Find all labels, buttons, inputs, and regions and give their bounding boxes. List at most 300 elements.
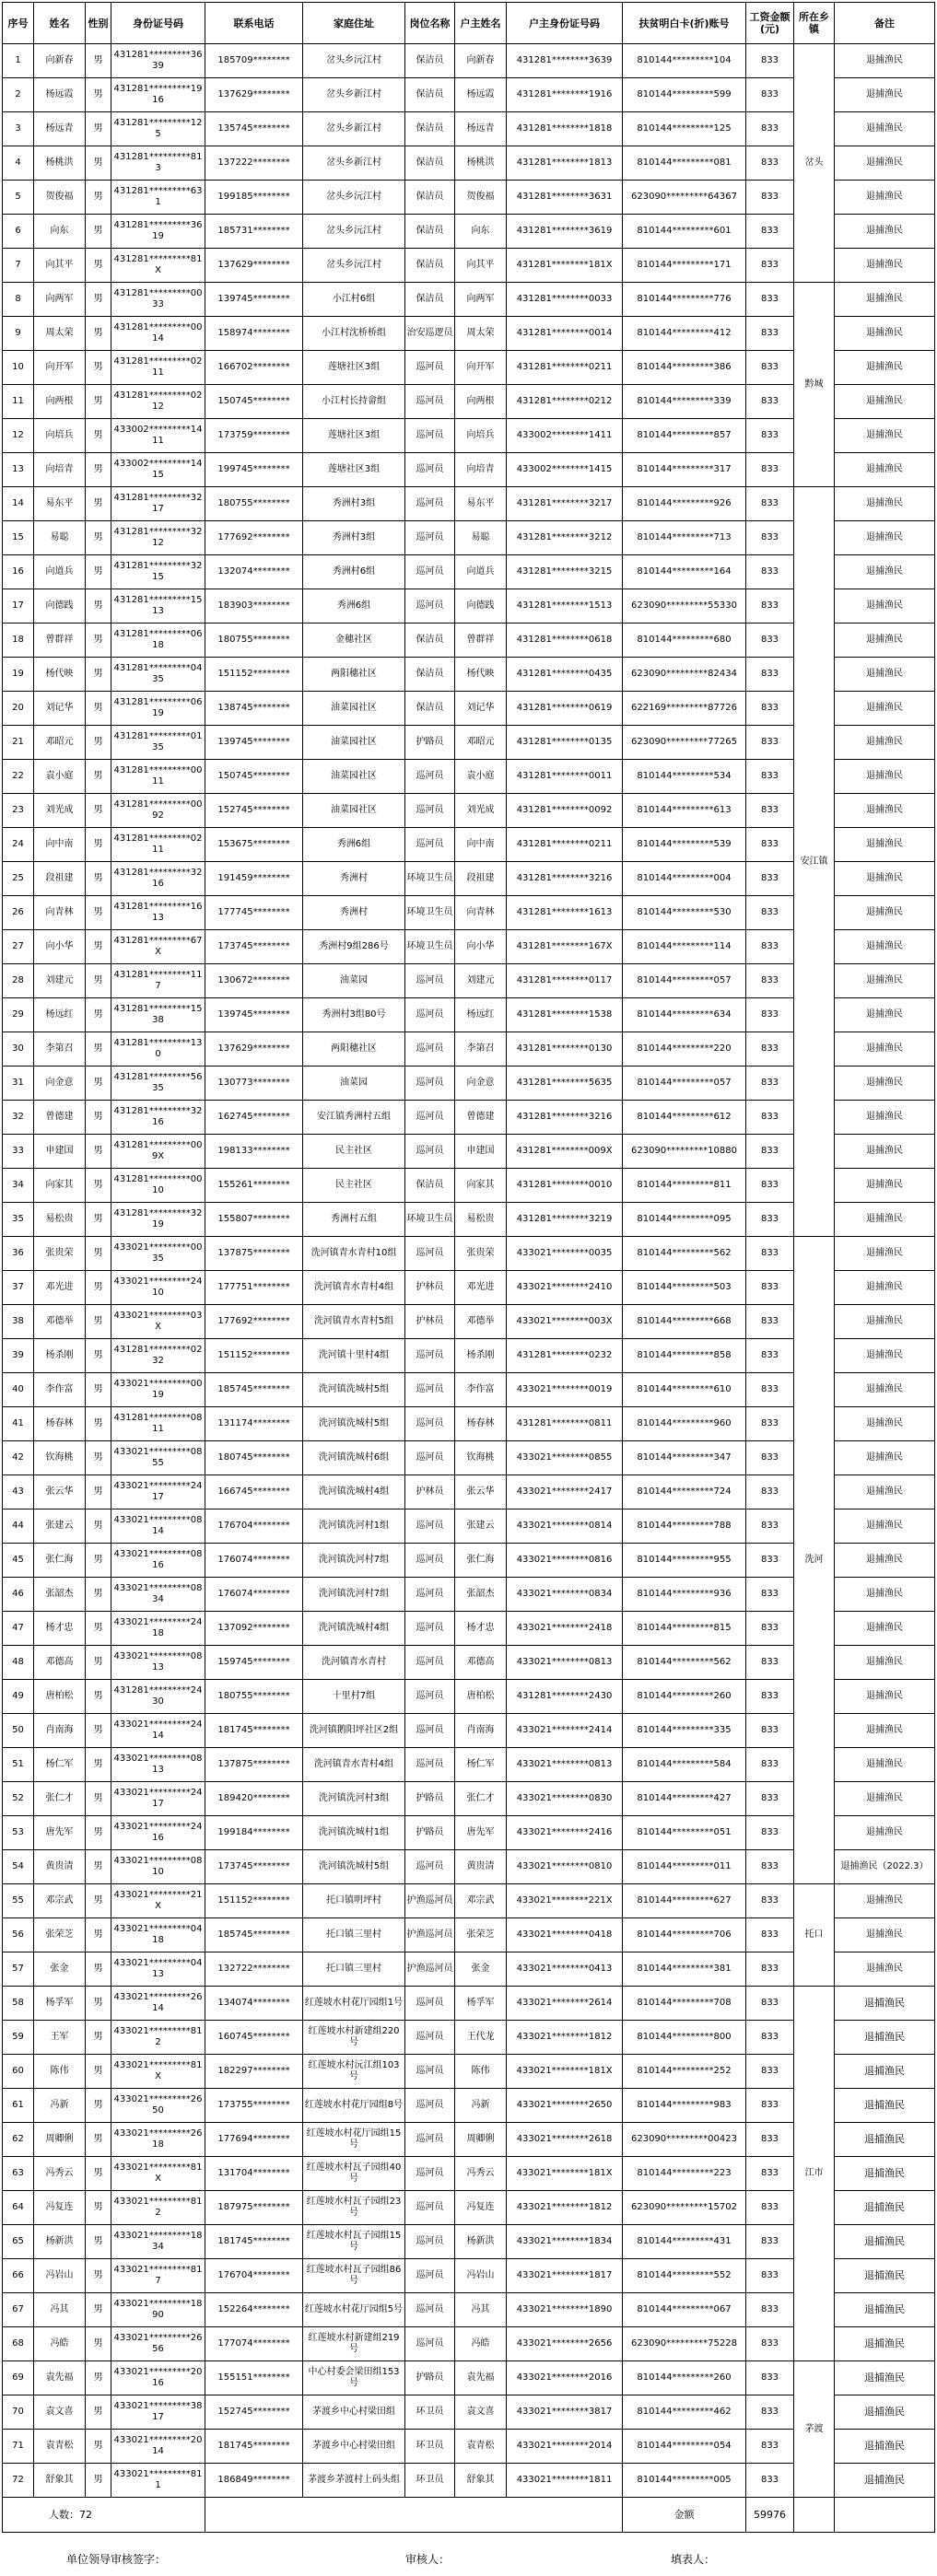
cell-no: 22 [3,760,34,794]
cell-owner: 段祖建 [455,862,507,896]
people-count: 人数：72 [3,2498,205,2533]
cell-owner-id: 431281********0619 [507,692,623,726]
cell-amount: 833 [746,2395,794,2430]
cell-phone: 137629******** [205,78,303,112]
cell-post: 巡河员 [405,2021,455,2055]
cell-sex: 男 [86,181,111,215]
cell-no: 41 [3,1407,34,1441]
cell-owner: 杨远霞 [455,78,507,112]
cell-account: 810144*********260 [623,2361,746,2395]
cell-owner: 向开军 [455,351,507,385]
cell-owner: 向道兵 [455,555,507,589]
cell-owner: 陈伟 [455,2055,507,2089]
cell-owner-id: 431281********5635 [507,1067,623,1101]
cell-name: 申建国 [34,1135,86,1169]
cell-name: 冯秀云 [34,2157,86,2191]
cell-phone: 177074******** [205,2327,303,2361]
cell-owner-id: 433021********2016 [507,2361,623,2395]
cell-address: 十里村7组 [303,1680,405,1714]
cell-account: 810144*********601 [623,215,746,249]
cell-address: 红莲坡水村瓦子园组15号 [303,2225,405,2259]
cell-id: 431281*********0033 [111,283,205,317]
cell-owner: 张仁海 [455,1544,507,1578]
cell-name: 向家其 [34,1169,86,1203]
cell-note: 退捕渔民 [835,487,935,521]
cell-name: 张韶杰 [34,1578,86,1612]
cell-note: 退捕渔民 [835,215,935,249]
cell-no: 13 [3,453,34,487]
cell-id: 431281*********0619 [111,692,205,726]
cell-name: 冯新 [34,2089,86,2123]
cell-note: 退捕渔民 [835,1578,935,1612]
header-owner: 户主姓名 [455,3,507,44]
cell-address: 洗河镇洗河村1组 [303,1509,405,1544]
cell-phone: 134074******** [205,1987,303,2021]
cell-phone: 137875******** [205,1237,303,1271]
cell-name: 曾群祥 [34,624,86,658]
cell-address: 岔头乡沅江村 [303,44,405,78]
cell-note: 退捕渔民 [835,624,935,658]
cell-note: 退捕渔民 [835,964,935,998]
cell-id: 431281*********3216 [111,1101,205,1135]
cell-post: 保洁员 [405,44,455,78]
cell-account: 810144*********612 [623,1101,746,1135]
cell-amount: 833 [746,1680,794,1714]
cell-sex: 男 [86,521,111,555]
cell-amount: 833 [746,487,794,521]
cell-phone: 150745******** [205,385,303,419]
cell-owner-id: 433021********2418 [507,1612,623,1646]
cell-post: 巡河员 [405,521,455,555]
cell-id: 433002*********1411 [111,419,205,453]
cell-name: 陈伟 [34,2055,86,2089]
cell-name: 邓昭元 [34,726,86,760]
cell-owner-id: 433002********1415 [507,453,623,487]
cell-address: 茅渡乡茅渡村上码头组 [303,2464,405,2498]
cell-no: 33 [3,1135,34,1169]
cell-amount: 833 [746,589,794,624]
cell-address: 秀洲村五组 [303,1203,405,1237]
cell-account: 810144*********171 [623,249,746,283]
cell-account: 810144*********668 [623,1305,746,1339]
table-row [3,1987,935,2021]
cell-name: 唐柏松 [34,1680,86,1714]
cell-sex: 男 [86,2021,111,2055]
cell-sex: 男 [86,589,111,624]
cell-address: 莲塘社区3组 [303,453,405,487]
cell-phone: 138745******** [205,692,303,726]
cell-phone: 135745******** [205,112,303,146]
cell-no: 50 [3,1714,34,1748]
cell-post: 护渔巡河员 [405,1884,455,1918]
cell-sex: 男 [86,692,111,726]
cell-no: 23 [3,794,34,828]
cell-owner: 杨仁军 [455,1748,507,1782]
cell-owner-id: 433021********1811 [507,2464,623,2498]
cell-post: 护路员 [405,1782,455,1816]
cell-account: 810144*********811 [623,1169,746,1203]
cell-note: 退捕渔民 [835,794,935,828]
header-post: 岗位名称 [405,3,455,44]
cell-phone: 137875******** [205,1748,303,1782]
cell-phone: 180745******** [205,1441,303,1475]
cell-post: 巡河员 [405,1748,455,1782]
cell-sex: 男 [86,1135,111,1169]
cell-address: 岔头乡沅江村 [303,249,405,283]
cell-name: 张荣芝 [34,1918,86,1952]
cell-phone: 151152******** [205,1339,303,1373]
cell-sex: 男 [86,1032,111,1067]
cell-owner: 杨杀刚 [455,1339,507,1373]
cell-note: 退捕渔民 [835,1135,935,1169]
cell-id: 431281*********0014 [111,317,205,351]
cell-post: 巡河员 [405,2123,455,2157]
cell-amount: 833 [746,726,794,760]
cell-amount: 833 [746,2361,794,2395]
cell-no: 58 [3,1987,34,2021]
cell-owner: 杨代映 [455,658,507,692]
cell-id: 431281*********3639 [111,44,205,78]
cell-phone: 137629******** [205,1032,303,1067]
cell-note: 退捕渔民 [835,146,935,181]
cell-note: 退捕渔民 [835,1305,935,1339]
cell-address: 红莲坡水村花厅园组5号 [303,2293,405,2327]
cell-note: 退捕渔民 [835,351,935,385]
cell-owner-id: 431281********0130 [507,1032,623,1067]
cell-amount: 833 [746,2293,794,2327]
table-row [3,2361,935,2395]
cell-address: 小江村6组 [303,283,405,317]
cell-sex: 男 [86,2293,111,2327]
cell-no: 49 [3,1680,34,1714]
cell-account: 810144*********627 [623,1884,746,1918]
cell-owner-id: 433021********0830 [507,1782,623,1816]
cell-note: 退捕渔民 [835,2191,935,2225]
cell-id: 431281*********0435 [111,658,205,692]
header-address: 家庭住址 [303,3,405,44]
cell-account: 810144*********584 [623,1748,746,1782]
cell-amount: 833 [746,998,794,1032]
cell-name: 杨代映 [34,658,86,692]
cell-name: 曾德建 [34,1101,86,1135]
cell-note: 退捕渔民 [835,2225,935,2259]
cell-town: 茅渡 [794,2361,835,2498]
cell-note: 退捕渔民 [835,1884,935,1918]
cell-owner-id: 431281********009X [507,1135,623,1169]
cell-address: 两阳穗社区 [303,658,405,692]
cell-name: 向东 [34,215,86,249]
cell-amount: 833 [746,419,794,453]
cell-name: 冯皓 [34,2327,86,2361]
cell-name: 易聪 [34,521,86,555]
cell-no: 35 [3,1203,34,1237]
cell-amount: 833 [746,1271,794,1305]
cell-address: 洗河镇青水青村 [303,1646,405,1680]
cell-owner: 冯皓 [455,2327,507,2361]
cell-phone: 131704******** [205,2157,303,2191]
cell-post: 巡河员 [405,794,455,828]
cell-id: 433021*********811 [111,2464,205,2498]
cell-no: 53 [3,1816,34,1850]
cell-owner-id: 433021********181X [507,2055,623,2089]
cell-account: 810144*********800 [623,2021,746,2055]
cell-phone: 177692******** [205,521,303,555]
cell-owner: 邓昭元 [455,726,507,760]
cell-id: 431281*********5635 [111,1067,205,1101]
cell-sex: 男 [86,555,111,589]
cell-sex: 男 [86,1850,111,1884]
cell-owner: 向家其 [455,1169,507,1203]
cell-no: 34 [3,1169,34,1203]
cell-owner-id: 433021********0814 [507,1509,623,1544]
cell-account: 810144*********347 [623,1441,746,1475]
cell-no: 18 [3,624,34,658]
header-owner-id: 户主身份证号码 [507,3,623,44]
cell-sex: 男 [86,1952,111,1987]
cell-phone: 176704******** [205,2259,303,2293]
cell-post: 巡河员 [405,2259,455,2293]
cell-phone: 166745******** [205,1475,303,1509]
cell-id: 433021*********812 [111,2021,205,2055]
cell-note: 退捕渔民 [835,78,935,112]
cell-amount: 833 [746,1101,794,1135]
cell-town: 黔城 [794,283,835,487]
header-note: 备注 [835,3,935,44]
cell-no: 44 [3,1509,34,1544]
cell-name: 邓光进 [34,1271,86,1305]
cell-owner-id: 431281********0811 [507,1407,623,1441]
cell-phone: 185745******** [205,1373,303,1407]
cell-sex: 男 [86,2123,111,2157]
cell-no: 39 [3,1339,34,1373]
cell-owner: 冯秀云 [455,2157,507,2191]
cell-sex: 男 [86,2225,111,2259]
cell-phone: 139745******** [205,998,303,1032]
cell-address: 红莲坡水村瓦子园组40号 [303,2157,405,2191]
cell-note: 退捕渔民 [835,1237,935,1271]
cell-post: 保洁员 [405,624,455,658]
cell-owner-id: 433021********003X [507,1305,623,1339]
cell-note: 退捕渔民 [835,1441,935,1475]
cell-no: 62 [3,2123,34,2157]
cell-amount: 833 [746,1441,794,1475]
cell-owner: 贺俊福 [455,181,507,215]
cell-post: 环境卫生员 [405,1203,455,1237]
cell-address: 莲塘社区3组 [303,351,405,385]
cell-owner: 邓宗武 [455,1884,507,1918]
cell-owner: 黄贵清 [455,1850,507,1884]
cell-id: 431281*********0092 [111,794,205,828]
header-row [3,3,935,44]
cell-note: 退捕渔民 [835,1714,935,1748]
cell-id: 431281*********813 [111,146,205,181]
cell-account: 810144*********339 [623,385,746,419]
cell-sex: 男 [86,453,111,487]
cell-owner: 邓德举 [455,1305,507,1339]
cell-note: 退捕渔民 [835,181,935,215]
cell-account: 810144*********125 [623,112,746,146]
cell-owner-id: 433021********2417 [507,1475,623,1509]
cell-note: 退捕渔民 [835,555,935,589]
cell-owner-id: 431281********3219 [507,1203,623,1237]
cell-owner: 杨远红 [455,998,507,1032]
cell-amount: 833 [746,112,794,146]
cell-address: 安江镇秀洲村五组 [303,1101,405,1135]
cell-id: 433021*********812 [111,2191,205,2225]
cell-id: 433021*********21X [111,1884,205,1918]
cell-id: 431281*********0011 [111,760,205,794]
cell-amount: 833 [746,1373,794,1407]
cell-post: 巡河员 [405,1032,455,1067]
cell-post: 保洁员 [405,78,455,112]
cell-no: 4 [3,146,34,181]
cell-post: 环境卫生员 [405,930,455,964]
cell-sex: 男 [86,1646,111,1680]
cell-sex: 男 [86,1816,111,1850]
cell-amount: 833 [746,794,794,828]
cell-name: 向中南 [34,828,86,862]
cell-account: 810144*********057 [623,1067,746,1101]
cell-sex: 男 [86,1782,111,1816]
cell-phone: 176074******** [205,1578,303,1612]
cell-amount: 833 [746,521,794,555]
cell-amount: 833 [746,862,794,896]
cell-account: 623090*********10880 [623,1135,746,1169]
cell-sex: 男 [86,2430,111,2464]
cell-owner: 肖南海 [455,1714,507,1748]
cell-owner-id: 431281********0033 [507,283,623,317]
cell-no: 25 [3,862,34,896]
cell-amount: 833 [746,1850,794,1884]
cell-post: 巡河员 [405,453,455,487]
cell-no: 63 [3,2157,34,2191]
cell-no: 1 [3,44,34,78]
cell-no: 11 [3,385,34,419]
cell-name: 杨仁军 [34,1748,86,1782]
cell-owner-id: 431281********3216 [507,862,623,896]
cell-phone: 176074******** [205,1544,303,1578]
cell-account: 810144*********412 [623,317,746,351]
cell-sex: 男 [86,964,111,998]
cell-address: 洗河镇洗城村6组 [303,1441,405,1475]
cell-phone: 199184******** [205,1816,303,1850]
cell-note: 退捕渔民 [835,44,935,78]
cell-town: 托口 [794,1884,835,1987]
cell-phone: 177692******** [205,1305,303,1339]
cell-account: 623090*********77265 [623,726,746,760]
cell-account: 623090*********82434 [623,658,746,692]
header-town: 所在乡镇 [794,3,835,44]
cell-address: 洗河镇洗河村3组 [303,1782,405,1816]
cell-owner-id: 431281********0014 [507,317,623,351]
cell-post: 巡河员 [405,1509,455,1544]
cell-amount: 833 [746,1816,794,1850]
cell-amount: 833 [746,78,794,112]
cell-sex: 男 [86,828,111,862]
cell-post: 护路员 [405,2361,455,2395]
cell-account: 623090*********15702 [623,2191,746,2225]
cell-no: 42 [3,1441,34,1475]
cell-name: 钦海桃 [34,1441,86,1475]
cell-owner-id: 433021********1812 [507,2021,623,2055]
cell-name: 张仁海 [34,1544,86,1578]
cell-account: 623090*********55330 [623,589,746,624]
cell-address: 民主社区 [303,1135,405,1169]
cell-no: 8 [3,283,34,317]
cell-owner: 冯新 [455,2089,507,2123]
cell-no: 28 [3,964,34,998]
cell-phone: 151152******** [205,658,303,692]
cell-owner-id: 433021********0413 [507,1952,623,1987]
cell-no: 24 [3,828,34,862]
cell-owner: 舒象其 [455,2464,507,2498]
cell-amount: 833 [746,1203,794,1237]
cell-sex: 男 [86,1203,111,1237]
cell-id: 431281*********631 [111,181,205,215]
cell-name: 邓德举 [34,1305,86,1339]
cell-no: 26 [3,896,34,930]
cell-phone: 130672******** [205,964,303,998]
cell-id: 431281*********0232 [111,1339,205,1373]
cell-note: 退捕渔民 [835,1782,935,1816]
cell-address: 洗河镇洗城村1组 [303,1816,405,1850]
cell-post: 巡河员 [405,2293,455,2327]
cell-address: 红莲坡水村瓦子园组86号 [303,2259,405,2293]
cell-owner: 周太荣 [455,317,507,351]
cell-note: 退捕渔民 [835,896,935,930]
cell-phone: 131174******** [205,1407,303,1441]
cell-post: 护林员 [405,1305,455,1339]
cell-name: 王军 [34,2021,86,2055]
cell-id: 431281*********3216 [111,862,205,896]
cell-owner-id: 433002********1411 [507,419,623,453]
cell-post: 保洁员 [405,181,455,215]
cell-note: 退捕渔民 [835,1816,935,1850]
cell-account: 810144*********381 [623,1952,746,1987]
cell-owner-id: 431281********0232 [507,1339,623,1373]
cell-account: 810144*********706 [623,1918,746,1952]
cell-address: 红莲坡水村新建组220号 [303,2021,405,2055]
cell-sex: 男 [86,44,111,78]
cell-address: 洗河镇洗河村7组 [303,1544,405,1578]
cell-account: 810144*********104 [623,44,746,78]
cell-owner: 冯其 [455,2293,507,2327]
cell-address: 红莲坡水村新建组219号 [303,2327,405,2361]
cell-amount: 833 [746,1067,794,1101]
cell-no: 66 [3,2259,34,2293]
cell-note: 退捕渔民 [835,2089,935,2123]
cell-amount: 833 [746,1135,794,1169]
cell-phone: 130773******** [205,1067,303,1101]
cell-id: 433021*********0813 [111,1646,205,1680]
cell-account: 810144*********788 [623,1509,746,1544]
cell-name: 杨远红 [34,998,86,1032]
cell-post: 巡河员 [405,1339,455,1373]
cell-amount: 833 [746,1544,794,1578]
cell-no: 6 [3,215,34,249]
cell-name: 杨桃洪 [34,146,86,181]
cell-owner-id: 431281********181X [507,249,623,283]
cell-note: 退捕渔民 [835,1271,935,1305]
cell-note: 退捕渔民 [835,998,935,1032]
cell-name: 张云华 [34,1475,86,1509]
cell-address: 茅渡乡中心村梁田组 [303,2395,405,2430]
cell-id: 433021*********2417 [111,1782,205,1816]
cell-amount: 833 [746,453,794,487]
cell-name: 张建云 [34,1509,86,1544]
cell-name: 段祖建 [34,862,86,896]
cell-owner: 杨桃洪 [455,146,507,181]
